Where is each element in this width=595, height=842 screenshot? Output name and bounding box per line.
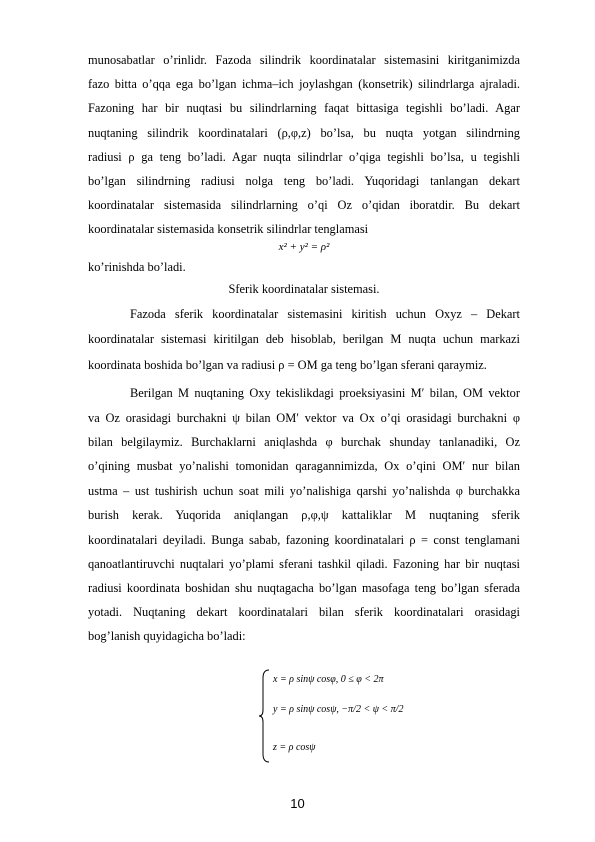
text-line: Berilgan M nuqtaning Oxy tekislikdagi proeksiyasini M′ bilan, OM vektor [130,386,520,400]
text-line: radiusi koordinata boshidan shu nuqtagacha bo’lgan masofaga teng bo’lgan sferada [88,581,520,595]
text-line: koordinatalar sistemasida konsetrik silindrlar tenglamasi [88,222,369,236]
text-line: Fazoning har bir nuqtasi bu silindrlarning faqat bittasiga tegishli bo’ladi. Agar [88,101,520,115]
page-number: 10 [290,796,305,811]
text-line: bo’lgan silindrning radiusi nolga teng bo’ladi. Yuqoridagi tanlangan dekart [88,174,520,188]
text-line: va Oz orasidagi burchakni ψ bilan OM′ vektor va Ox o’qi orasidagi burchakni φ [88,411,520,425]
text-line: nuqtaning silindrik koordinatalari (ρ,φ,z) bo’lsa, bu nuqta yotgan silindrning [88,126,520,140]
text-line: munosabatlar o’rinlidr. Fazoda silindrik koordinatalar sistemasini kiritganimizda [88,53,520,67]
text-line: koordinatalar sistemasi kiritilgan deb hisoblab, berilgan M nuqta uchun markazi [88,332,520,346]
equation-x: x = ρ sinψ cosφ, 0 ≤ φ < 2π [273,674,384,685]
text-line: qanoatlantiruvchi nuqtalari yo’plami sferani tashkil qiladi. Fazoning har bir nuqtasi [88,557,520,571]
text-line: koordinata boshida bo’lgan va radiusi ρ = OM ga teng bo’lgan sferani qaraymiz. [88,358,487,372]
text-line: koordinatalar sistemasida silindrlarning o’qi Oz o’qidan iboratdir. Bu dekart [88,198,520,212]
text-line: bilan belgilaymiz. Burchaklarni aniqlashda φ burchak shunday tanlanadiki, Oz [88,435,520,449]
cylinder-equation: x² + y² = ρ² [278,241,330,253]
text-line: radiusi ρ ga teng bo’ladi. Agar nuqta silindrlar o’qiga tegishli bo’lsa, u tegishli [88,150,520,164]
equation-y: y = ρ sinψ cosψ, −π/2 < ψ < π/2 [273,704,404,715]
coordinate-system-equations [259,668,409,764]
text-line: Fazoda sferik koordinatalar sistemasini kiritish uchun Oxyz – Dekart [130,307,520,321]
text-line: bog’lanish quyidagicha bo’ladi: [88,629,246,643]
text-line: yotadi. Nuqtaning dekart koordinatalari bilan sferik koordinatalari orasidagi [88,605,520,619]
text-line: koordinatalari deyiladi. Bunga sabab, fazoning koordinatalari ρ = const tenglamani [88,533,520,547]
text-line: ustma – ust tushirish uchun soat mili yo’nalishiga qarshi yo’nalishda φ burchakka [88,484,520,498]
equation-z: z = ρ cosψ [273,742,316,753]
text-line: burish kerak. Yuqorida aniqlangan ρ,φ,ψ kattaliklar M nuqtaning sferik [88,508,520,522]
brace-icon [259,668,271,764]
text-line: ko’rinishda bo’ladi. [88,260,186,274]
section-heading: Sferik koordinatalar sistemasi. [228,282,380,296]
text-line: fazo bitta o’qqa ega bo’lgan ichma–ich joylashgan (konsetrik) silindrlarga ajraladi. [88,77,520,91]
text-line: o’qining musbat yo’nalishi tomonidan qaragannimizda, Ox o’qini OM′ nur bilan [88,459,520,473]
